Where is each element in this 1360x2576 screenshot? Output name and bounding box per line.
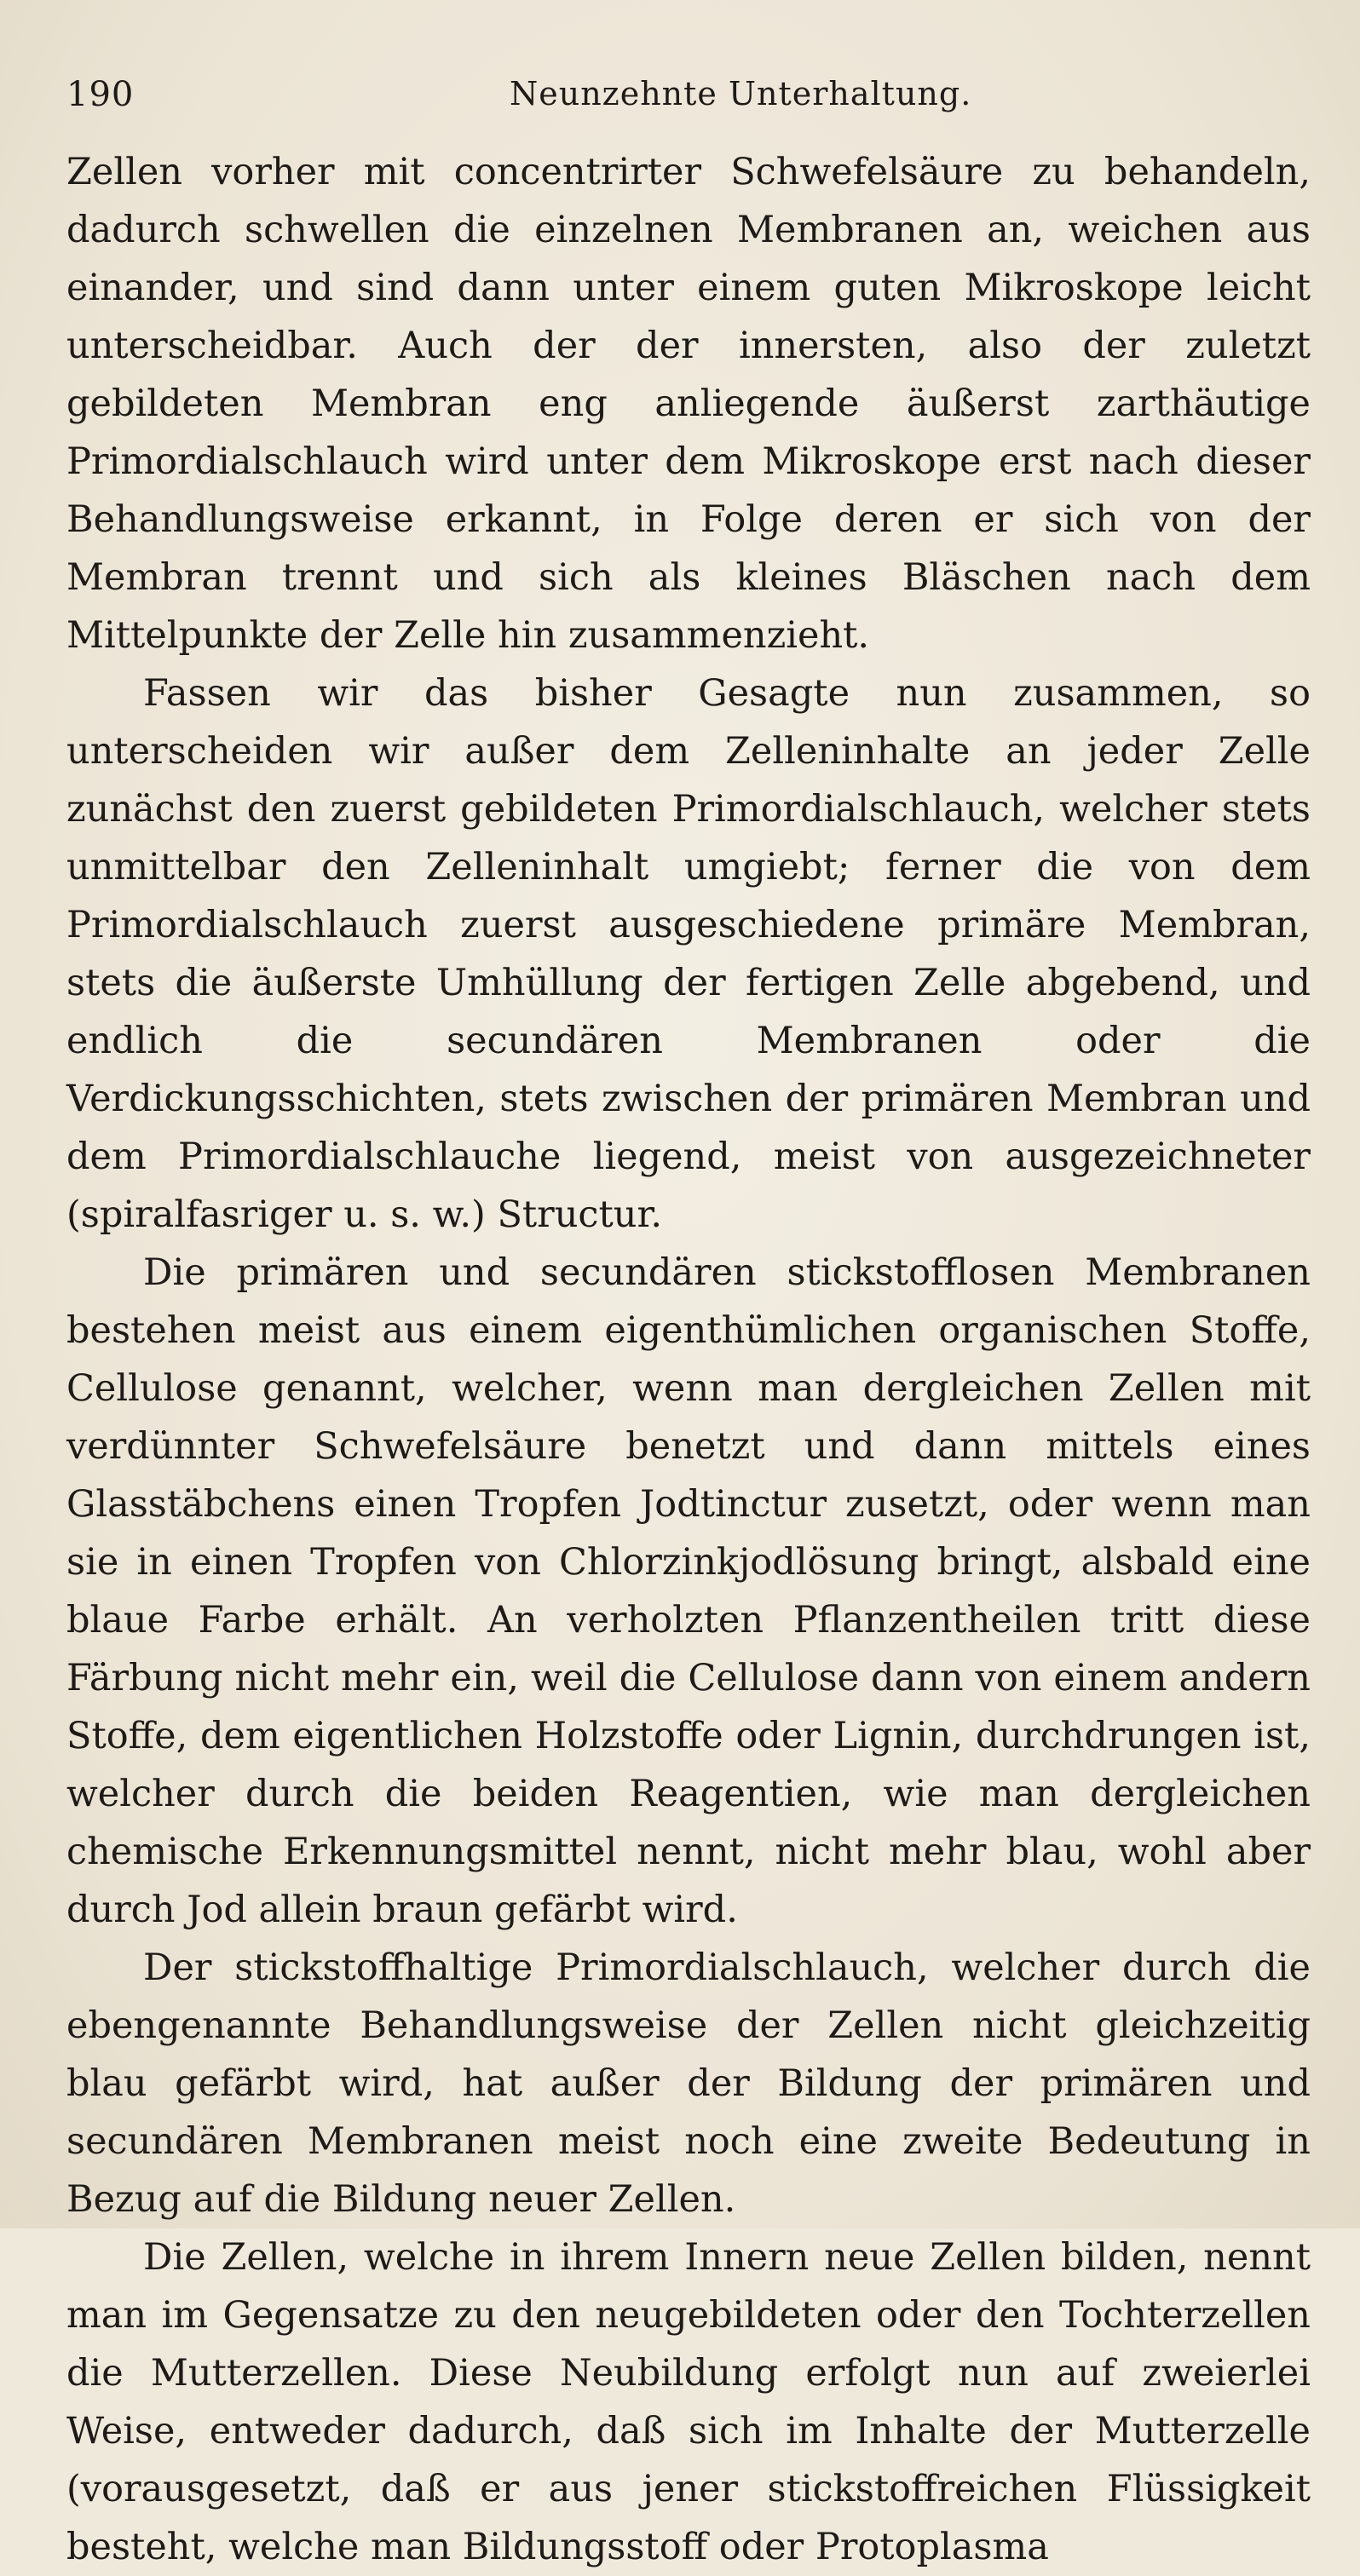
- page-body: [66, 143, 1311, 2576]
- paragraph-continuation: Zellen vorher mit concentrirter Schwefelsäure zu behandeln, dadurch schwellen die einzelnen Membranen an, weichen aus einander, und sind dann unter einem guten Mikroskope leicht unterscheidbar. Auch der der innersten, also der zuletzt gebildeten Membran eng anliegende äußerst zarthäutige Primordialschlauch wird unter dem Mikroskope erst nach dieser Behandlungsweise erkannt, in Folge deren er sich von der Membran trennt und sich als kleines Bläschen nach dem Mittelpunkte der Zelle hin zusammenzieht.: [66, 151, 1311, 657]
- paragraph-mutterzellen: Die Zellen, welche in ihrem Innern neue Zellen bilden, nennt man im Gegensatze zu den neugebildeten oder den Tochterzellen die Mutterzellen. Diese Neubildung erfolgt nun auf zweierlei Weise, entweder dadurch, daß sich im Inhalte der Mutterzelle (vorausgesetzt, daß er aus jener stickstoffreichen Flüssigkeit besteht, welche man Bildungsstoff oder Protoplasma: [66, 2236, 1311, 2568]
- paragraph-summary: Fassen wir das bisher Gesagte nun zusammen, so unterscheiden wir außer dem Zelleninhalte an jeder Zelle zunächst den zuerst gebildeten Primordialschlauch, welcher stets unmittelbar den Zelleninhalt umgiebt; ferner die von dem Primordialschlauch zuerst ausgeschiedene primäre Membran, stets die äußerste Umhüllung der fertigen Zelle abgebend, und endlich die secundären Membranen oder die Verdickungsschichten, stets zwischen der primären Membran und dem Primordialschlauche liegend, meist von ausgezeichneter (spiralfasriger u. s. w.) Structur.: [66, 672, 1311, 1236]
- paragraph-primordialschlauch: Der stickstoffhaltige Primordialschlauch, welcher durch die ebengenannte Behandlungsweise der Zellen nicht gleichzeitig blau gefärbt wird, hat außer der Bildung der primären und secundären Membranen meist noch eine zweite Bedeutung in Bezug auf die Bildung neuer Zellen.: [66, 1946, 1311, 2221]
- page-header: [66, 75, 1309, 126]
- page-number: 190: [66, 75, 135, 114]
- running-head: Neunzehnte Unterhaltung.: [510, 75, 972, 112]
- paragraph-cellulose: Die primären und secundären stickstofflosen Membranen bestehen meist aus einem eigenthümlichen organischen Stoffe, Cellulose genannt, welcher, wenn man dergleichen Zellen mit verdünnter Schwefelsäure benetzt und dann mittels eines Glasstäbchens einen Tropfen Jodtinctur zusetzt, oder wenn man sie in einen Tropfen von Chlorzinkjodlösung bringt, alsbald eine blaue Farbe erhält. An verholzten Pflanzentheilen tritt diese Färbung nicht mehr ein, weil die Cellulose dann von einem andern Stoffe, dem eigentlichen Holzstoffe oder Lignin, durchdrungen ist, welcher durch die beiden Reagentien, wie man dergleichen chemische Erkennungsmittel nennt, nicht mehr blau, wohl aber durch Jod allein braun gefärbt wird.: [66, 1251, 1311, 1931]
